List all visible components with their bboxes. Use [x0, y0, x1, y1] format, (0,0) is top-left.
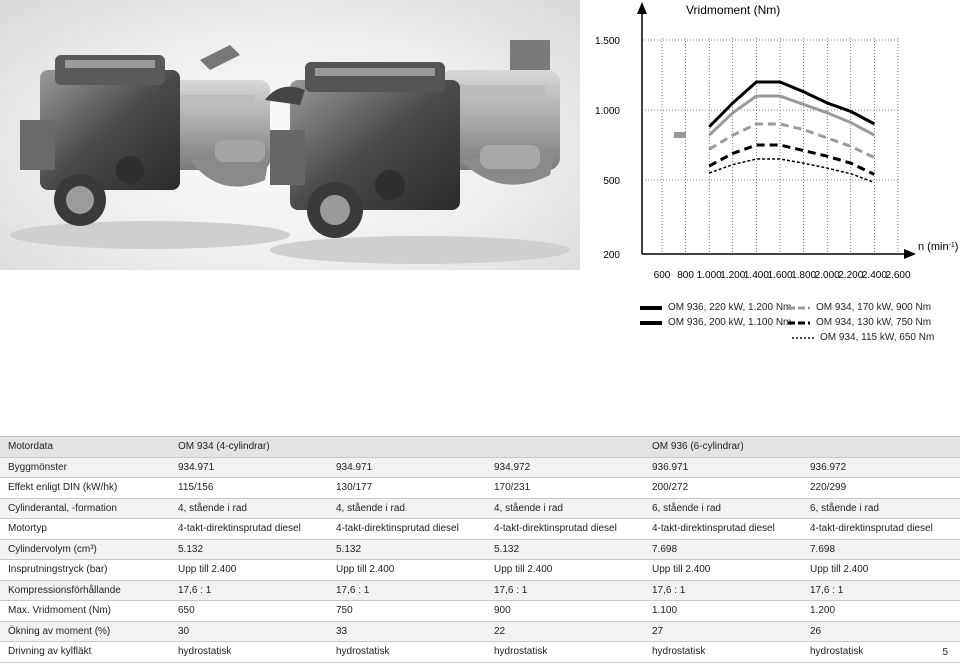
table-cell: 934.971	[328, 457, 486, 478]
legend-swatch-dash-black	[788, 320, 810, 326]
y-tick-label: 200	[603, 250, 620, 261]
table-cell: 934.972	[486, 457, 644, 478]
table-header-row	[0, 437, 960, 458]
legend-item-om934-170	[788, 302, 931, 313]
row-label: Ökning av moment (%)	[0, 621, 170, 642]
legend-item-om934-130	[788, 317, 931, 328]
legend-label: OM 936, 220 kW, 1.200 Nm	[668, 302, 792, 313]
table-cell: 17,6 : 1	[802, 580, 960, 601]
row-label: Insprutningstryck (bar)	[0, 560, 170, 581]
table-cell: 934.971	[170, 457, 328, 478]
table-cell: Upp till 2.400	[170, 560, 328, 581]
legend-item-om936-220	[640, 302, 791, 313]
y-axis-arrow	[637, 2, 647, 14]
legend-swatch-solid-gray	[640, 320, 662, 326]
x-tick-label: 1.800	[791, 270, 817, 281]
row-label: Motortyp	[0, 519, 170, 540]
table-cell: Upp till 2.400	[802, 560, 960, 581]
table-cell: 4-takt-direktinsprutad diesel	[328, 519, 486, 540]
table-cell: 33	[328, 621, 486, 642]
table-cell: 220/299	[802, 478, 960, 499]
y-tick-label: 1.500	[594, 36, 620, 47]
table-row	[0, 560, 960, 581]
row-label: Cylindervolym (cm³)	[0, 539, 170, 560]
y-tick-label: 500	[603, 176, 620, 187]
table-row	[0, 580, 960, 601]
x-tick-label: 1.200	[720, 270, 746, 281]
table-cell: 26	[802, 621, 960, 642]
legend-label: OM 934, 115 kW, 650 Nm	[820, 332, 935, 343]
table-header-om934: OM 934 (4-cylindrar)	[170, 437, 644, 458]
table-cell: 27	[644, 621, 802, 642]
torque-chart-svg	[580, 0, 960, 290]
legend-label: OM 934, 130 kW, 750 Nm	[816, 317, 932, 328]
series-marker	[674, 132, 686, 138]
table-cell: 936.971	[644, 457, 802, 478]
table-cell: 115/156	[170, 478, 328, 499]
chart-legend	[640, 300, 960, 350]
table-cell: 936.972	[802, 457, 960, 478]
table-cell: 17,6 : 1	[170, 580, 328, 601]
legend-item-om936-200	[640, 317, 791, 328]
table-cell: 130/177	[328, 478, 486, 499]
table-cell: 17,6 : 1	[486, 580, 644, 601]
chart-title: Vridmoment (Nm)	[686, 3, 781, 17]
table-cell: 4, stående i rad	[328, 498, 486, 519]
page-number: 5	[942, 647, 948, 658]
table-cell: 6, stående i rad	[644, 498, 802, 519]
legend-label: OM 934, 170 kW, 900 Nm	[816, 302, 932, 313]
table-header-label: Motordata	[0, 437, 170, 458]
legend-swatch-dash-gray	[788, 305, 810, 311]
table-cell: 22	[486, 621, 644, 642]
row-label: Cylinderantal, -formation	[0, 498, 170, 519]
x-tick-label: 800	[677, 270, 694, 281]
row-label: Drivning av kylfläkt	[0, 642, 170, 663]
legend-label: OM 936, 200 kW, 1.100 Nm	[668, 317, 792, 328]
table-cell: 200/272	[644, 478, 802, 499]
x-axis-label: n $(\min^{-1})$	[918, 241, 959, 253]
table-cell: 1.200	[802, 601, 960, 622]
table-cell: 17,6 : 1	[644, 580, 802, 601]
table-cell: 7.698	[802, 539, 960, 560]
row-label: Effekt enligt DIN (kW/hk)	[0, 478, 170, 499]
x-tick-label: 2.200	[838, 270, 864, 281]
table-cell: 900	[486, 601, 644, 622]
engines-photo	[0, 0, 580, 270]
x-tick-label: 2.400	[861, 270, 887, 281]
x-tick-label: 1.400	[743, 270, 769, 281]
table-row	[0, 457, 960, 478]
table-row	[0, 601, 960, 622]
x-tick-label: 2.000	[814, 270, 840, 281]
series-line-3	[709, 145, 874, 174]
series-line-0	[709, 82, 874, 127]
table-cell: hydrostatisk	[486, 642, 644, 663]
table-cell: 4, stående i rad	[486, 498, 644, 519]
table-cell: Upp till 2.400	[644, 560, 802, 581]
table-cell: hydrostatisk	[170, 642, 328, 663]
table-row	[0, 539, 960, 560]
table-cell: 7.698	[644, 539, 802, 560]
table-cell: hydrostatisk	[644, 642, 802, 663]
table-cell: 6, stående i rad	[802, 498, 960, 519]
table-cell: 4-takt-direktinsprutad diesel	[170, 519, 328, 540]
table-cell: 4, stående i rad	[170, 498, 328, 519]
table-cell: 170/231	[486, 478, 644, 499]
table-cell: 5.132	[170, 539, 328, 560]
table-cell: 1.100	[644, 601, 802, 622]
row-label: Kompressionsförhållande	[0, 580, 170, 601]
table-cell: Upp till 2.400	[486, 560, 644, 581]
torque-chart	[580, 0, 960, 290]
x-axis-arrow	[904, 249, 916, 259]
table-header-om936: OM 936 (6-cylindrar)	[644, 437, 960, 458]
table-cell: 4-takt-direktinsprutad diesel	[644, 519, 802, 540]
table-cell: 17,6 : 1	[328, 580, 486, 601]
x-tick-label: 600	[653, 270, 671, 281]
row-label: Byggmönster	[0, 457, 170, 478]
table-cell: 4-takt-direktinsprutad diesel	[486, 519, 644, 540]
table-row	[0, 478, 960, 499]
x-tick-label: 1.600	[767, 270, 793, 281]
table-cell: Upp till 2.400	[328, 560, 486, 581]
engine-right	[265, 40, 570, 264]
x-tick-label: 2.600	[885, 270, 911, 281]
motordata-table	[0, 436, 960, 663]
legend-swatch-solid-black	[640, 305, 662, 311]
engine-left	[10, 45, 290, 249]
table-cell: 5.132	[328, 539, 486, 560]
table-cell: 4-takt-direktinsprutad diesel	[802, 519, 960, 540]
table-cell: hydrostatisk	[328, 642, 486, 663]
table-row	[0, 498, 960, 519]
row-label: Max. Vridmoment (Nm)	[0, 601, 170, 622]
table-row	[0, 519, 960, 540]
legend-swatch-dot-black	[792, 335, 814, 341]
table-cell: 30	[170, 621, 328, 642]
chart-axes	[637, 2, 916, 259]
table-cell: 750	[328, 601, 486, 622]
table-cell: 5.132	[486, 539, 644, 560]
table-row	[0, 621, 960, 642]
table-cell: 650	[170, 601, 328, 622]
table-cell: hydrostatisk	[802, 642, 960, 663]
legend-item-om934-115	[792, 332, 934, 343]
table-row	[0, 642, 960, 663]
x-tick-label: 1.000	[696, 270, 722, 281]
engines-illustration	[0, 0, 580, 270]
chart-series	[709, 82, 874, 182]
y-tick-label: 1.000	[594, 106, 620, 117]
